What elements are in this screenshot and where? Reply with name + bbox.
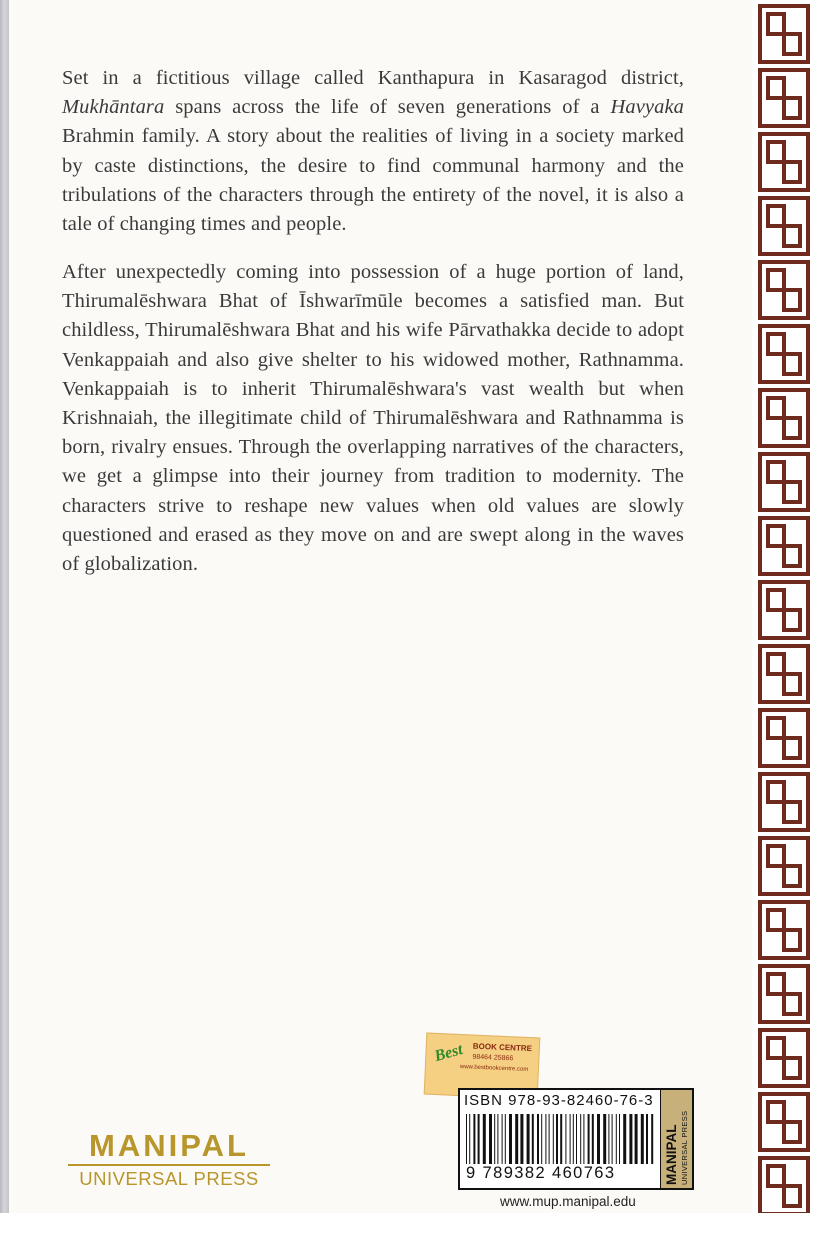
barcode-bar [532, 1114, 534, 1164]
isbn-label: ISBN 978-93-82460-76-3 [464, 1092, 654, 1109]
barcode-bar [616, 1114, 617, 1164]
barcode-bar [583, 1114, 584, 1164]
barcode-bar [573, 1114, 574, 1164]
left-spine-edge [0, 0, 9, 1213]
barcode-bar [565, 1114, 566, 1164]
sticker-store-name: BOOK CENTRE [472, 1041, 533, 1054]
barcode-bar [473, 1114, 475, 1164]
fret-motif-tile [758, 772, 810, 832]
barcode-bar [505, 1114, 506, 1164]
barcode-bar [545, 1114, 546, 1164]
barcode-bar [603, 1114, 606, 1164]
barcode-bar [549, 1114, 550, 1164]
barcode-side-label [660, 1090, 692, 1188]
fret-motif-tile [758, 516, 810, 576]
barcode-bar [592, 1114, 594, 1164]
barcode-bar [515, 1114, 518, 1164]
barcode-bar [623, 1114, 626, 1164]
barcode-bar [469, 1114, 470, 1164]
barcode-bar [466, 1114, 467, 1164]
fret-motif-tile [758, 196, 810, 256]
barcode-bar [608, 1114, 609, 1164]
barcode-bar [570, 1114, 571, 1164]
fret-motif-tile [758, 4, 810, 64]
fret-motif-tile [758, 900, 810, 960]
fret-motif-tile [758, 1156, 810, 1213]
blurb-p1-middle: spans across the life of seven generations of a [164, 96, 611, 119]
publisher-name: MANIPAL [68, 1128, 270, 1166]
publisher-logo [68, 1128, 270, 1190]
barcode-bar [489, 1114, 492, 1164]
barcode-bar [597, 1114, 600, 1164]
barcode-bar [619, 1114, 620, 1164]
barcode-bar [478, 1114, 480, 1164]
barcode-bar [494, 1114, 495, 1164]
bottom-margin [0, 1213, 816, 1249]
fret-motif-border [752, 0, 816, 1213]
side-label-sub: UNIVERSAL PRESS [680, 1110, 689, 1185]
barcode-bar [651, 1114, 653, 1164]
blurb-paragraph-2: After unexpectedly coming into possession of a huge portion of land, Thirumalēshwara Bhat of Īshwarīmūle becomes a satisfied man. But childless, Thirumalēshwara Bhat and his wife Pārvathakka decide to adopt Venkappaiah and also give shelter to his widowed mother, Rathnamma. Venkappaiah is to inherit Thirumalēshwara's vast wealth but when Krishnaiah, the illegitimate child of Thirumalēshwara and Rathnamma is born, rivalry ensues. Through the overlapping narratives of the characters, we get a glimpse into their journey from tradition to modernity. The characters strive to reshape new values when old values are slowly questioned and erased as they move on and are swept along in the waves of globalization. [62, 261, 684, 576]
fret-motif-tile [758, 260, 810, 320]
barcode-bar [588, 1114, 590, 1164]
barcode-block [458, 1088, 694, 1190]
barcode-bar [520, 1114, 523, 1164]
decorative-border [752, 0, 816, 1213]
sticker-website: www.bestbookcentre.com [459, 1064, 529, 1074]
publisher-subname: UNIVERSAL PRESS [79, 1168, 259, 1189]
fret-motif-tile [758, 452, 810, 512]
barcode-bar [646, 1114, 648, 1164]
fret-motif-tile [758, 644, 810, 704]
barcode-bars [466, 1114, 654, 1164]
barcode-bar [527, 1114, 530, 1164]
fret-motif-tile [758, 580, 810, 640]
blurb-p1-end: Brahmin family. A story about the realities of living in a society marked by caste distinctions, the desire to find communal harmony and the tribulations of the characters through the entirety of the novel, it is also a tale of changing times and people. [62, 125, 684, 236]
barcode-digits: 9 789382 460763 [466, 1164, 616, 1182]
barcode-bar [537, 1114, 539, 1164]
fret-motif-tile [758, 132, 810, 192]
barcode-bar [556, 1114, 558, 1164]
barcode-bar [641, 1114, 644, 1164]
barcode-bar [560, 1114, 562, 1164]
fret-motif-tile [758, 388, 810, 448]
barcode-bar [612, 1114, 613, 1164]
sticker-phone: 98464 25866 [472, 1053, 514, 1063]
barcode-bar [483, 1114, 486, 1164]
fret-motif-tile [758, 1092, 810, 1152]
community-name: Havyaka [610, 96, 684, 119]
blurb-p1-intro: Set in a fictitious village called Kanthapura in Kasaragod district, [62, 67, 684, 89]
barcode-bar [509, 1114, 512, 1164]
barcode-bar [576, 1114, 577, 1164]
fret-motif-tile [758, 1028, 810, 1088]
barcode-bar [629, 1114, 632, 1164]
barcode-bar [497, 1114, 498, 1164]
fret-motif-tile [758, 964, 810, 1024]
side-label-name: MANIPAL [664, 1124, 679, 1185]
barcode-bar [502, 1114, 503, 1164]
fret-motif-tile [758, 708, 810, 768]
book-title: Mukhāntara [62, 96, 165, 119]
barcode-bar [635, 1114, 638, 1164]
fret-motif-tile [758, 836, 810, 896]
barcode-bar [553, 1114, 554, 1164]
fret-motif-tile [758, 324, 810, 384]
blurb-paragraph-1 [62, 64, 684, 239]
sticker-logo: Best [432, 1041, 465, 1066]
publisher-website: www.mup.manipal.edu [500, 1194, 636, 1209]
fret-motif-tile [758, 68, 810, 128]
barcode-bar [541, 1114, 542, 1164]
barcode-bar [580, 1114, 581, 1164]
